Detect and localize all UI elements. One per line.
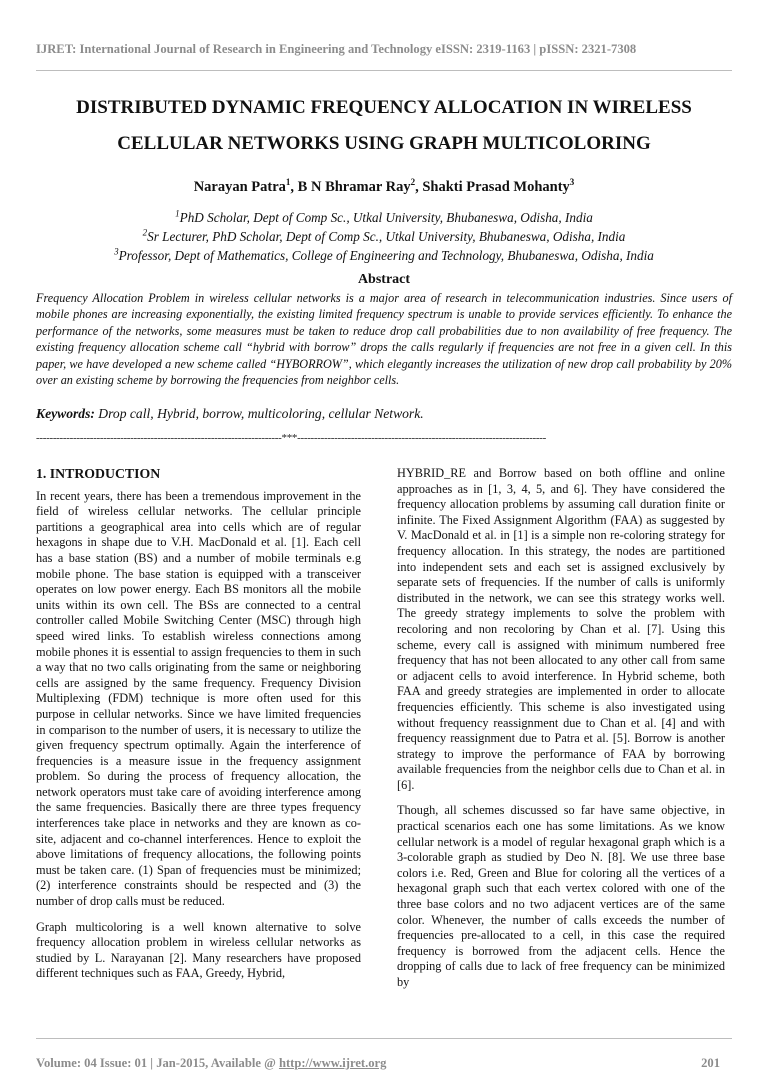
intro-paragraph-1: In recent years, there has been a tremendous improvement in the field of wireless cellular networks. The cellular principle partitions a geographical area into cells which are of regular hexagons in shape due to V.H. MacDonald et al. [1]. Each cell has a base station (BS) and a number of mobile terminals e.g mobile phone. The base station is equipped with a transceiver operates on low power energy. Each BS monitors all the mobile units within its own cell. The BSs are connected to a central controller called Mobile Switching Center (MSC) through high speed wired links. To establish wireless connections among mobile phones it is essential to assign frequencies to them in such a way that no two calls originating from the same or neighboring cells are assigned by the same frequency. Frequency Division Multiplexing (FDM) technique is more often used for this purpose in cellular networks. Since we have limited frequencies in comparison to the number of users, it is necessary to utilize the given frequency spectrum optimally. Again the interference of frequencies is a measure issue in the frequency assignment problem. So during the process of frequency allocation, the network operators must take care of avoiding interference among the same frequencies. Basically there are three types frequency interferences take place in networks and they are known as co-site, adjacent and co-channel interferences. Hence to exploit the above limitations of frequency allocations, the following points must be taken care. (1) Span of frequencies must be minimized; (2) interference constraints should be respected and (3) the number of drop calls must be reduced. [36, 488, 361, 909]
section-separator: -------------------------------------------------------------------------***-------------------------------------------------------------------------- [36, 432, 546, 444]
header-divider [36, 70, 732, 71]
author-list [24, 179, 744, 196]
journal-link[interactable]: http://www.ijret.org [278, 1056, 387, 1070]
intro-paragraph-2: Graph multicoloring is a well known alternative to solve frequency allocation problem in wireless cellular networks as studied by L. Narayanan [2]. Many researchers have proposed different techniques such as FAA, Greedy, Hybrid, [36, 919, 361, 981]
author-2: B N Bhramar Ray$^2$, [297, 177, 423, 195]
footer-volume: Volume: 04 Issue: 01 | Jan-2015, Available @ [36, 1056, 279, 1070]
author-1: Narayan Patra$^1$, [193, 177, 298, 195]
right-column [397, 466, 725, 1001]
journal-footer [36, 1056, 720, 1071]
author-3: Shakti Prasad Mohanty$^3$ [422, 177, 575, 195]
title-line-1: DISTRIBUTED DYNAMIC FREQUENCY ALLOCATION IN WIRELESS [76, 97, 692, 118]
intro-paragraph-4: Though, all schemes discussed so far have same objective, in practical scenarios each one has some limitations. As we know cellular network is a model of regular hexagonal graph which is a 3-colorable graph as studied by Deo N. [8]. We use three base colors i.e. Red, Green and Blue for coloring all the vertices of a hexagonal graph such that each vertex colored with one of the three base colors and no two adjacent vertices are of the same color. Whenever, the number of calls exceeds the number of frequencies pre-allocated to a cell, in this case the required frequency is borrowed from the adjacent cells. Hence the dropping of calls due to lack of free frequency can be minimized by [397, 803, 725, 989]
keywords-label: Keywords: [36, 406, 95, 421]
section-heading-introduction: 1. INTRODUCTION [36, 466, 161, 481]
journal-header: IJRET: International Journal of Research in Engineering and Technology eISSN: 2319-1163 | pISSN: 2321-7308 [36, 42, 637, 56]
keywords [36, 406, 736, 422]
affiliation-3: $^3$Professor, Dept of Mathematics, College of Engineering and Technology, Bhubaneswa, Odisha, India [114, 246, 654, 263]
intro-paragraph-3: HYBRID_RE and Borrow based on both offline and online approaches as in [1, 3, 4, 5, and 6]. They have considered the frequency allocation problems by assuming call duration finite or infinite. The Fixed Assignment Algorithm (FAA) as suggested by V. MacDonald et al. in [1] is a simple non re-coloring strategy for frequency allocation. In this strategy, the nodes are partitioned into independent sets and each set is assigned exclusively by separate sets of frequencies. If the number of calls is uniformly distributed in the network, we can see this strategy works well. The greedy strategy implements to solve the problem with recoloring and non recoloring by Chan et al. [7]. Using this scheme, every call is assigned with minimum numbered free frequency that has not been allocated to any other call from same or adjacent cells to avoid interference. In Hybrid scheme, both FAA and greedy strategies are implemented in order to allocate frequencies efficiently. This scheme is also investigated using without frequency reassignment due to Chan et al. [4] and with frequency reassignment due to Patra et al. [5]. Borrow is another strategy to improve the performance of FAA by borrowing available frequencies from the neighbor cells due to Chan et al. in [6]. [397, 466, 725, 792]
footer-divider [36, 1038, 732, 1039]
abstract-heading: Abstract [357, 272, 411, 287]
abstract-text: Frequency Allocation Problem in wireless cellular networks is a major area of research in telecommunication industries. Since users of mobile phones are increasing exponentially, the existing limited frequency spectrum is unable to provide services efficiently. To enhance the performance of the networks, some measures must be taken to reduce drop call probabilities due to non availability of free frequency. The existing frequency allocation scheme call “hybrid with borrow” drops the calls regularly if frequencies are not free in a given cell. In this paper, we have developed a new scheme called “HYBORROW”, which elegantly increases the utilization of new drop call probability by 20% over an existing scheme by borrowing the frequencies from neighbor cells. [36, 291, 732, 388]
affiliation-2: $^2$Sr Lecturer, PhD Scholar, Dept of Comp Sc., Utkal University, Bhubaneswa, Odisha, India [142, 227, 626, 244]
left-column [36, 466, 361, 992]
title-line-2: CELLULAR NETWORKS USING GRAPH MULTICOLORING [117, 133, 651, 154]
affiliation-1: $^1$PhD Scholar, Dept of Comp Sc., Utkal University, Bhubaneswa, Odisha, India [175, 208, 593, 225]
paper-title [24, 90, 744, 162]
keywords-text: Drop call, Hybrid, borrow, multicoloring, cellular Network. [94, 406, 424, 421]
affiliations [24, 208, 744, 265]
page-number: 201 [701, 1056, 720, 1070]
